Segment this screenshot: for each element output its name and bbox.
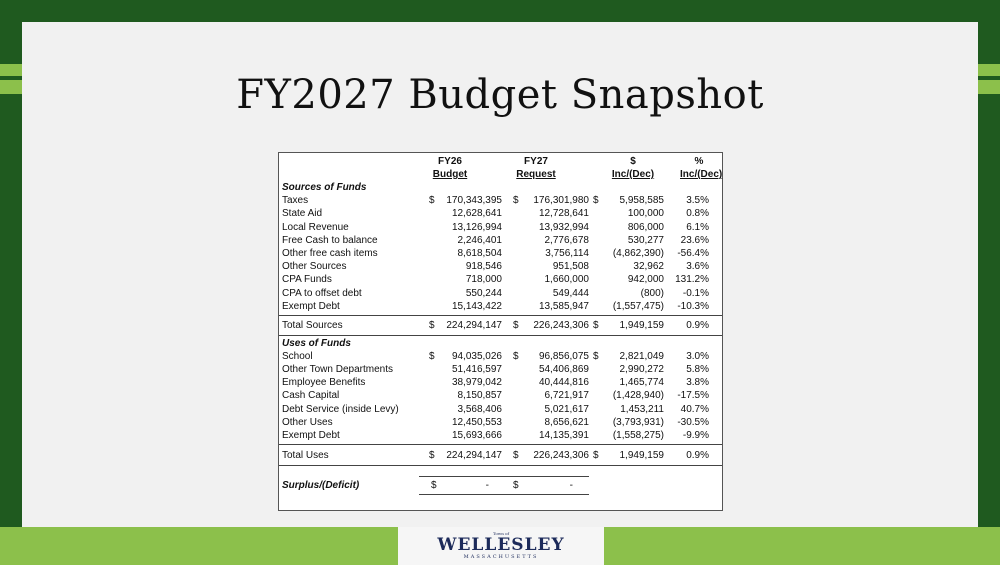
use-row-4-fy27: 5,021,617 (544, 403, 589, 415)
use-row-0-fy27: 96,856,075 (538, 350, 589, 362)
source-row-5-pct: 3.6% (686, 261, 709, 273)
source-row-3-fy26: 2,246,401 (457, 234, 502, 246)
surplus-label: Surplus/(Deficit) (282, 479, 360, 491)
total-uses-pct: 0.9% (686, 450, 709, 462)
source-row-5-fy27: 951,508 (552, 261, 589, 273)
source-row-2-pct: 6.1% (686, 221, 709, 233)
source-row-8-fy27: 13,585,947 (538, 300, 589, 312)
use-row-5-pct: -30.5% (677, 416, 709, 428)
use-row-0-dollar-fy26: $ (429, 350, 435, 362)
use-row-4-pct: 40.7% (680, 403, 709, 415)
use-row-0-fy26: 94,035,026 (451, 350, 502, 362)
sources-divider (279, 315, 722, 316)
use-row-5-fy27: 8,656,621 (544, 416, 589, 428)
header-pct-incdec: Inc/(Dec) (680, 169, 723, 180)
source-row-6-fy26: 718,000 (465, 274, 502, 286)
source-row-7-fy27: 549,444 (552, 287, 589, 299)
source-row-8-pct: -10.3% (677, 300, 709, 312)
use-row-6-label: Exempt Debt (282, 429, 340, 441)
use-row-2-label: Employee Benefits (282, 377, 366, 389)
use-row-0-pct: 3.0% (686, 350, 709, 362)
total-sources-dollar-fy26: $ (429, 320, 435, 331)
sources-title: Sources of Funds (282, 182, 367, 193)
use-row-6-pct: -9.9% (682, 429, 709, 441)
use-row-5-fy26: 12,450,553 (451, 416, 502, 428)
source-row-8-inc: (1,557,475) (612, 300, 664, 312)
total-uses-divider (279, 465, 722, 466)
source-row-0-label: Taxes (282, 195, 309, 207)
total-sources-divider (279, 335, 722, 336)
use-row-3-pct: -17.5% (677, 390, 709, 402)
logo-town-of: Town of (493, 531, 509, 536)
source-row-3-pct: 23.6% (680, 234, 709, 246)
use-row-4-inc: 1,453,211 (620, 403, 664, 415)
total-sources-fy26: 224,294,147 (446, 320, 502, 331)
use-row-6-fy27: 14,135,391 (538, 429, 589, 441)
source-row-5-fy26: 918,546 (465, 261, 502, 273)
use-row-4-label: Debt Service (inside Levy) (282, 403, 399, 415)
source-row-0-dollar-fy27: $ (513, 195, 519, 207)
use-row-3-inc: (1,428,940) (612, 390, 664, 402)
source-row-8-label: Exempt Debt (282, 300, 340, 312)
source-row-2-inc: 806,000 (627, 221, 664, 233)
surplus-fy26: - (485, 479, 489, 491)
use-row-5-label: Other Uses (282, 416, 333, 428)
use-row-1-fy26: 51,416,597 (451, 363, 502, 375)
slide-title: FY2027 Budget Snapshot (236, 72, 764, 118)
use-row-0-inc: 2,821,049 (619, 350, 664, 362)
header-fy26-budget: Budget (432, 169, 468, 180)
total-uses-label: Total Uses (282, 450, 329, 462)
total-sources-inc: 1,949,159 (619, 320, 664, 331)
use-row-5-inc: (3,793,931) (612, 416, 664, 428)
total-sources-fy27: 226,243,306 (533, 320, 589, 331)
total-uses-dollar-fy27: $ (513, 450, 519, 462)
source-row-5-label: Other Sources (282, 261, 347, 273)
source-row-1-inc: 100,000 (627, 208, 664, 220)
use-row-2-inc: 1,465,774 (619, 377, 664, 389)
use-row-6-fy26: 15,693,666 (451, 429, 502, 441)
use-row-2-fy26: 38,979,042 (451, 377, 502, 389)
use-row-6-inc: (1,558,275) (612, 429, 664, 441)
header-fy26: FY26 (438, 156, 462, 167)
surplus-dollar-fy26: $ (431, 479, 437, 491)
source-row-7-pct: -0.1% (682, 287, 709, 299)
source-row-2-label: Local Revenue (282, 221, 349, 233)
source-row-4-label: Other free cash items (282, 248, 378, 259)
header-dollar-incdec: Inc/(Dec) (611, 169, 655, 180)
source-row-1-fy26: 12,628,641 (451, 208, 502, 220)
use-row-1-fy27: 54,406,869 (538, 363, 589, 375)
total-uses-fy26: 224,294,147 (446, 450, 502, 462)
source-row-7-fy26: 550,244 (465, 287, 502, 299)
header-pct: % (694, 156, 704, 167)
source-row-2-fy26: 13,126,994 (451, 221, 502, 233)
budget-table (278, 152, 723, 511)
header-dollar: $ (630, 156, 636, 167)
total-sources-dollar-fy27: $ (513, 320, 519, 331)
header-fy27-request: Request (516, 169, 556, 180)
source-row-1-label: State Aid (282, 208, 323, 220)
source-row-8-fy26: 15,143,422 (451, 300, 502, 312)
source-row-0-fy27: 176,301,980 (533, 195, 589, 207)
source-row-0-dollar-fy26: $ (429, 195, 435, 207)
surplus-dollar-fy27: $ (513, 479, 519, 491)
source-row-7-inc: (800) (640, 287, 664, 299)
source-row-0-dollar-inc: $ (593, 195, 599, 207)
use-row-0-label: School (282, 350, 313, 362)
total-uses-fy27: 226,243,306 (533, 450, 589, 462)
source-row-4-inc: (4,862,390) (612, 248, 664, 259)
wellesley-logo (398, 527, 604, 565)
total-uses-dollar-fy26: $ (429, 450, 435, 462)
use-row-3-fy27: 6,721,917 (544, 390, 589, 402)
uses-divider (279, 444, 722, 445)
use-row-1-label: Other Town Departments (282, 363, 393, 375)
source-row-7-label: CPA to offset debt (282, 287, 362, 299)
logo-wordmark: WELLESLEY (437, 535, 565, 555)
source-row-2-fy27: 13,932,994 (538, 221, 589, 233)
use-row-0-dollar-fy27: $ (513, 350, 519, 362)
source-row-6-inc: 942,000 (627, 274, 664, 286)
use-row-4-fy26: 3,568,406 (457, 403, 502, 415)
total-uses-inc: 1,949,159 (619, 450, 664, 462)
source-row-5-inc: 32,962 (633, 261, 664, 273)
source-row-4-pct: -56.4% (677, 248, 709, 259)
source-row-4-fy27: 3,756,114 (545, 248, 589, 259)
source-row-4-fy26: 8,618,504 (457, 248, 502, 259)
source-row-1-fy27: 12,728,641 (538, 208, 589, 220)
source-row-6-fy27: 1,660,000 (544, 274, 589, 286)
header-fy27: FY27 (524, 156, 548, 167)
source-row-3-inc: 530,277 (627, 234, 664, 246)
use-row-3-fy26: 8,150,857 (457, 390, 502, 402)
surplus-fy27: - (569, 479, 573, 491)
use-row-2-pct: 3.8% (686, 377, 709, 389)
source-row-1-pct: 0.8% (686, 208, 709, 220)
source-row-6-label: CPA Funds (282, 274, 332, 286)
use-row-2-fy27: 40,444,816 (538, 377, 589, 389)
source-row-6-pct: 131.2% (675, 274, 709, 286)
total-sources-dollar-inc: $ (593, 320, 599, 331)
logo-state: MASSACHUSETTS (463, 554, 539, 560)
surplus-bottom-rule (419, 494, 589, 495)
use-row-3-label: Cash Capital (282, 390, 340, 402)
total-sources-pct: 0.9% (686, 320, 709, 331)
uses-title: Uses of Funds (282, 337, 351, 349)
use-row-1-inc: 2,990,272 (619, 363, 664, 375)
surplus-top-rule (419, 476, 589, 477)
source-row-3-label: Free Cash to balance (282, 234, 378, 246)
source-row-3-fy27: 2,776,678 (544, 234, 589, 246)
total-sources-label: Total Sources (282, 320, 343, 331)
source-row-0-fy26: 170,343,395 (446, 195, 502, 207)
total-uses-dollar-inc: $ (593, 450, 599, 462)
use-row-0-dollar-inc: $ (593, 350, 599, 362)
use-row-1-pct: 5.8% (686, 363, 709, 375)
source-row-0-inc: 5,958,585 (619, 195, 664, 207)
source-row-0-pct: 3.5% (686, 195, 709, 207)
